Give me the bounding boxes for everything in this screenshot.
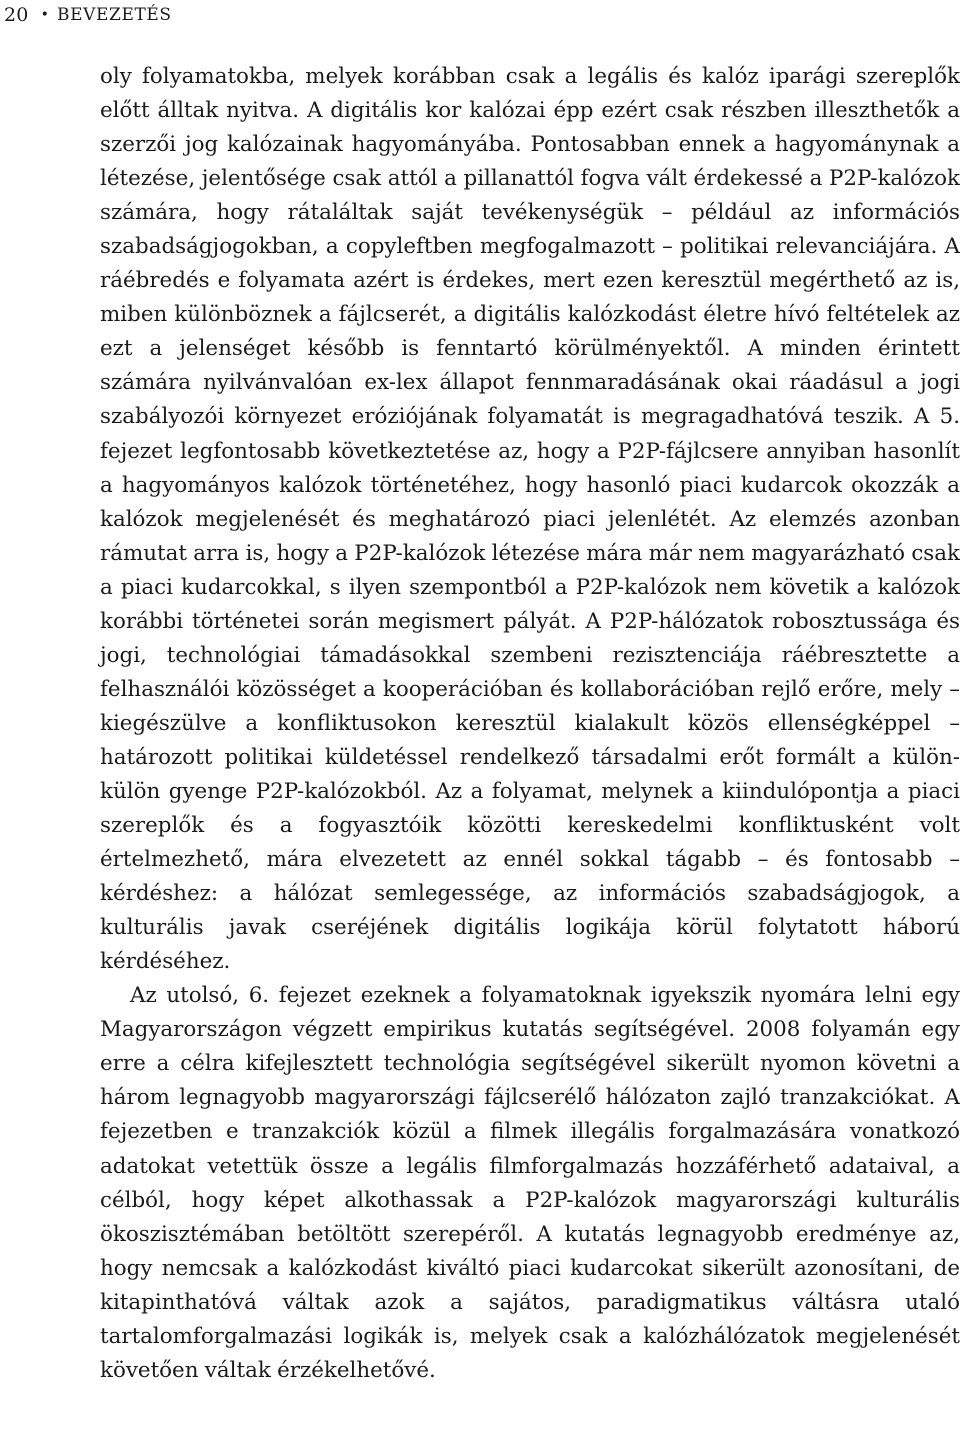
chapter-title: BEVEZETÉS xyxy=(57,5,172,25)
paragraph: oly folyamatokba, melyek korábban csak a legális és kalóz iparági szereplők előtt álltak nyitva. A digitális kor kalózai épp ezért csak részben illeszthetők a szerzői jog kalózainak hagyományába. Pontosabban ennek a hagyománynak a létezése, jelentősége csak attól a pillanattól fogva vált érdekessé a P2P-kalózok számára, hogy rátaláltak saját tevékenységük – például az információs szabadságjogokban, a copyleftben megfogalmazott – politikai relevanciájára. A ráébredés e folyamata azért is érdekes, mert ezen keresztül megérthető az is, miben különböznek a fájlcserét, a digitális kalózkodást életre hívó feltételek az ezt a jelenséget később is fenntartó körülményektől. A minden érintett számára nyilvánvalóan ex-lex állapot fennmaradásának okai ráadásul a jogi szabályozói környezet eróziójának folyamatát is megragadhatóvá teszik. A 5. fejezet legfontosabb következtetése az, hogy a P2P-fájlcsere annyiban hasonlít a hagyományos kalózok történetéhez, hogy hasonló piaci kudarcok okozzák a kalózok megjelenését és meghatározó piaci jelenlétét. Az elemzés azonban rámutat arra is, hogy a P2P-kalózok létezése mára már nem magyarázható csak a piaci kudarcokkal, s ilyen szempontból a P2P-kalózok nem követik a kalózok korábbi történetei során megismert pályát. A P2P-hálózatok robosztussága és jogi, technológiai támadásokkal szembeni rezisztenciája ráébresztette a felhasználói közösséget a kooperációban és kollaborációban rejlő erőre, mely – kiegészülve a konfliktusokon keresztül kialakult közös ellenségképpel – határozott politikai küldetéssel rendelkező társadalmi erőt formált a külön-külön gyenge P2P-kalózokból. Az a folyamat, melynek a kiindulópontja a piaci szereplők és a fogyasztóik közötti kereskedelmi konfliktusként volt értelmezhető, mára elvezetett az ennél sokkal tágabb – és fontosabb – kérdéshez: a hálózat semlegessége, az információs szabadságjogok, a kulturális javak cseréjének digitális logikája körül folytatott háború kérdéséhez. xyxy=(100,64,960,975)
body-text xyxy=(100,60,960,1388)
separator-bullet: • xyxy=(40,7,50,23)
paragraph: Az utolsó, 6. fejezet ezeknek a folyamatoknak igyekszik nyomára lelni egy Magyarországon végzett empirikus kutatás segítségével. 2008 folyamán egy erre a célra kifejlesztett technológia segítségével sikerült nyomon követni a három legnagyobb magyarországi fájlcserélő hálózaton zajló tranzakciókat. A fejezetben e tranzakciók közül a filmek illegális forgalmazására vonatkozó adatokat vetettük össze a legális filmforgalmazás hozzáférhető adataival, a célból, hogy képet alkothassak a P2P-kalózok magyarországi kulturális ökoszisztémában betöltött szerepéről. A kutatás legnagyobb eredménye az, hogy nemcsak a kalózkodást kiváltó piaci kudarcokat sikerült azonosítani, de kitapinthatóvá váltak azok a sajátos, paradigmatikus váltásra utaló tartalomforgalmazási logikák is, melyek csak a kalózhálózatok megjelenését követően váltak érzékelhetővé. xyxy=(100,983,960,1383)
page-number: 20 xyxy=(4,4,29,26)
running-head xyxy=(0,0,172,30)
